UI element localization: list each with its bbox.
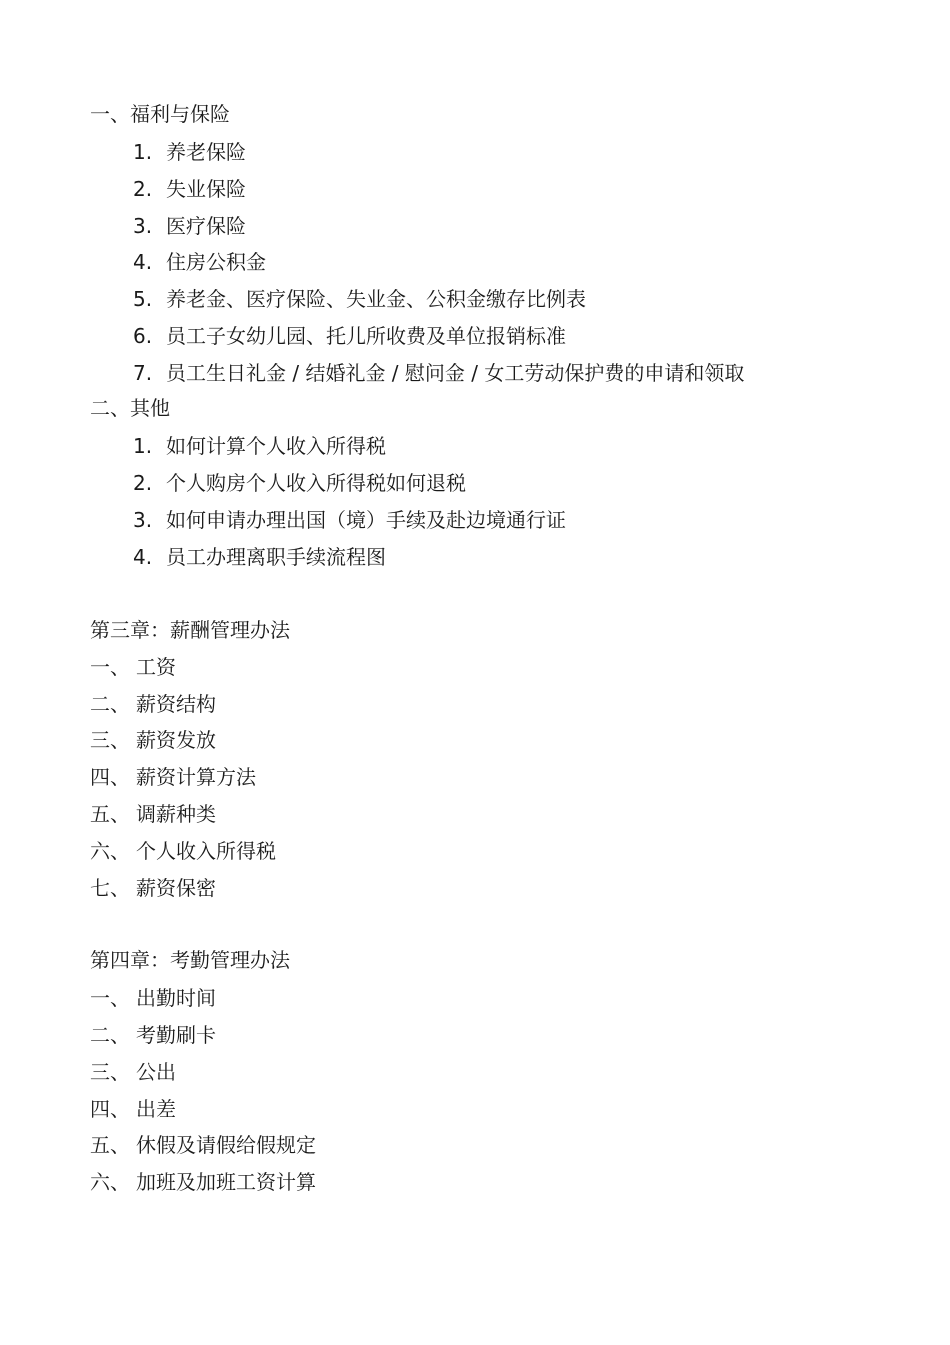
list-item — [133, 323, 566, 349]
item-text: 员工办理离职手续流程图 — [166, 545, 386, 569]
list-item — [133, 544, 386, 570]
item-text: 个人收入所得税 — [136, 839, 276, 863]
chapter-title-attendance: 第四章：考勤管理办法 — [90, 948, 290, 972]
item-number: 1. — [133, 140, 153, 164]
item-number: 五、 — [90, 802, 130, 826]
item-number: 4. — [133, 250, 153, 274]
item-number: 六、 — [90, 839, 130, 863]
list-item — [90, 1022, 216, 1048]
item-text: 薪资保密 — [136, 876, 216, 900]
item-number: 四、 — [90, 765, 130, 789]
item-text: 加班及加班工资计算 — [136, 1170, 316, 1194]
list-item — [90, 838, 276, 864]
list-item — [133, 507, 566, 533]
item-number: 5. — [133, 287, 153, 311]
item-number: 1. — [133, 434, 153, 458]
list-item — [90, 691, 216, 717]
list-item — [133, 286, 586, 312]
item-number: 一、 — [90, 986, 130, 1010]
item-text: 如何计算个人收入所得税 — [166, 434, 386, 458]
item-text: 工资 — [136, 655, 176, 679]
item-number: 六、 — [90, 1170, 130, 1194]
item-number: 二、 — [90, 1023, 130, 1047]
item-number: 三、 — [90, 728, 130, 752]
item-text: 员工子女幼儿园、托儿所收费及单位报销标准 — [166, 324, 566, 348]
item-text: 住房公积金 — [166, 250, 266, 274]
item-text: 休假及请假给假规定 — [136, 1133, 316, 1157]
item-text: 薪资计算方法 — [136, 765, 256, 789]
list-item — [133, 249, 266, 275]
item-text: 养老保险 — [166, 140, 246, 164]
item-number: 4. — [133, 545, 153, 569]
item-number: 五、 — [90, 1133, 130, 1157]
list-item — [133, 433, 386, 459]
item-text: 调薪种类 — [136, 802, 216, 826]
item-text: 出差 — [136, 1097, 176, 1121]
list-item — [133, 360, 744, 386]
list-item — [90, 1132, 316, 1158]
item-number: 3. — [133, 508, 153, 532]
list-item — [133, 139, 246, 165]
item-number: 6. — [133, 324, 153, 348]
list-item — [90, 654, 176, 680]
chapter-title-salary: 第三章：薪酬管理办法 — [90, 618, 290, 642]
item-text: 公出 — [136, 1060, 176, 1084]
item-number: 7. — [133, 361, 153, 385]
list-item — [90, 985, 216, 1011]
item-text: 薪资结构 — [136, 692, 216, 716]
list-item — [90, 764, 256, 790]
item-text: 养老金、医疗保险、失业金、公积金缴存比例表 — [166, 287, 586, 311]
item-text: 考勤刷卡 — [136, 1023, 216, 1047]
item-number: 七、 — [90, 876, 130, 900]
list-item — [90, 875, 216, 901]
list-item — [90, 801, 216, 827]
list-item — [90, 1169, 316, 1195]
item-text: 员工生日礼金 / 结婚礼金 / 慰问金 / 女工劳动保护费的申请和领取 — [166, 361, 745, 385]
item-text: 个人购房个人收入所得税如何退税 — [166, 471, 466, 495]
list-item — [90, 1096, 176, 1122]
item-text: 如何申请办理出国（境）手续及赴边境通行证 — [166, 508, 566, 532]
item-number: 三、 — [90, 1060, 130, 1084]
list-item — [90, 727, 216, 753]
section-heading-welfare: 一、福利与保险 — [90, 102, 230, 126]
item-text: 失业保险 — [166, 177, 246, 201]
item-number: 四、 — [90, 1097, 130, 1121]
list-item — [133, 213, 246, 239]
item-text: 出勤时间 — [136, 986, 216, 1010]
item-text: 薪资发放 — [136, 728, 216, 752]
list-item — [133, 470, 466, 496]
section-heading-other: 二、其他 — [90, 396, 170, 420]
item-number: 3. — [133, 214, 153, 238]
item-number: 二、 — [90, 692, 130, 716]
list-item — [133, 176, 246, 202]
list-item — [90, 1059, 176, 1085]
item-text: 医疗保险 — [166, 214, 246, 238]
item-number: 2. — [133, 177, 153, 201]
item-number: 一、 — [90, 655, 130, 679]
item-number: 2. — [133, 471, 153, 495]
